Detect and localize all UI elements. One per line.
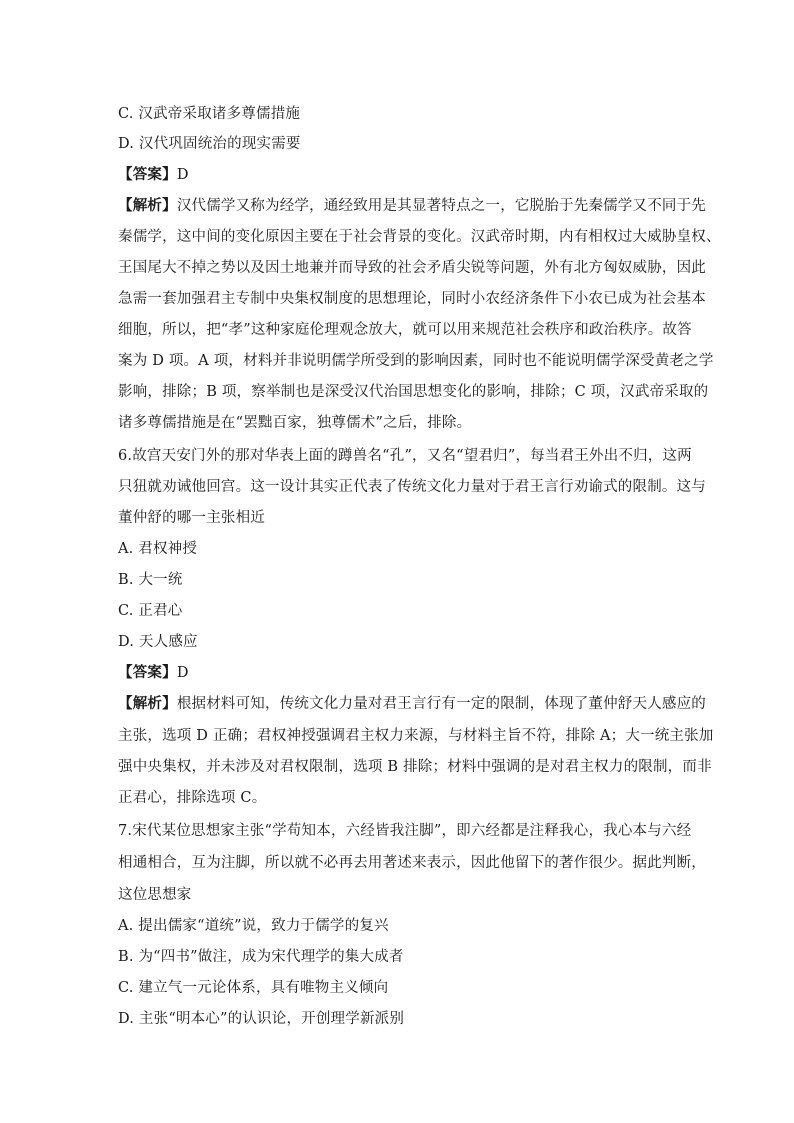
analysis-line: 王国尾大不掉之势以及因土地兼并而导致的社会矛盾尖锐等问题，外有北方匈奴威胁，因此 (118, 260, 706, 276)
analysis-line: 强中央集权，并未涉及对君权限制，选项 B 排除；材料中强调的是对君主权力的限制，而非 (118, 759, 712, 775)
option-c-line: C. 正君心 (118, 603, 183, 619)
section-text: 汉代儒学又称为经学，通经致用是其显著特点之一，它脱胎于先秦儒学又不同于先 (176, 198, 707, 214)
analysis-line: 秦儒学，这中间的变化原因主要在于社会背景的变化。汉武帝时期，内有相权过大威胁皇权、 (118, 229, 721, 245)
answer-line (118, 165, 678, 185)
section-tag: 【答案】 (118, 664, 177, 681)
section-tag: 【解析】 (118, 197, 177, 214)
option-d-line: D. 汉代巩固统治的现实需要 (118, 136, 301, 152)
question-7-line: 7.宋代某位思想家主张“学苟知本，六经皆我注脚”，即六经都是注释我心，我心本与六经 (118, 823, 692, 839)
option-c-line: C. 汉武帝采取诸多尊儒措施 (118, 106, 301, 122)
section-text: D (176, 665, 189, 681)
analysis-line (118, 196, 707, 216)
analysis-line: 细胞，所以，把“孝”这种家庭伦理观念放大，就可以用来规范社会秩序和政治秩序。故答 (118, 322, 692, 338)
question-7-line: 相通相合，互为注脚，所以就不必再去用著述来表示，因此他留下的著作很少。据此判断， (118, 855, 706, 871)
analysis-line: 急需一套加强君主专制中央集权制度的思想理论，同时小农经济条件下小农已成为社会基本 (118, 291, 706, 307)
option-b-line: B. 为“四书”做注，成为宋代理学的集大成者 (118, 949, 404, 965)
analysis-line: 案为 D 项。A 项，材料并非说明儒学所受到的影响因素，同时也不能说明儒学深受黄老之学 (118, 353, 714, 369)
question-6-line: 董仲舒的哪一主张相近 (118, 510, 265, 526)
analysis-line (118, 694, 707, 714)
section-tag: 【解析】 (118, 695, 177, 712)
analysis-line: 主张，选项 D 正确；君权神授强调君主权力来源，与材料主旨不符，排除 A；大一统主张加 (118, 728, 714, 744)
question-6-line: 只狃就劝诫他回宫。这一设计其实正代表了传统文化力量对于君王言行劝谕式的限制。这与 (118, 479, 706, 495)
analysis-line: 正君心，排除选项 C。 (118, 790, 267, 806)
section-text: 根据材料可知，传统文化力量对君王言行有一定的限制，体现了董仲舒天人感应的 (176, 696, 707, 712)
question-7-line: 这位思想家 (118, 887, 192, 903)
section-text: D (176, 167, 189, 183)
answer-line (118, 663, 678, 683)
option-b-line: B. 大一统 (118, 572, 183, 588)
option-a-line: A. 君权神授 (118, 541, 198, 557)
option-d-line: D. 天人感应 (118, 634, 198, 650)
option-c-line: C. 建立气一元论体系，具有唯物主义倾向 (118, 980, 389, 996)
option-d-line: D. 主张“明本心”的认识论，开创理学新派别 (118, 1011, 405, 1027)
option-a-line: A. 提出儒家“道统”说，致力于儒学的复兴 (118, 918, 389, 934)
question-6-line: 6.故宫天安门外的那对华表上面的蹲兽名“孔”，又名“望君归”，每当君王外出不归，这两 (118, 448, 692, 464)
analysis-line: 影响，排除；B 项，察举制也是深受汉代治国思想变化的影响，排除；C 项，汉武帝采取的 (118, 384, 709, 400)
section-tag: 【答案】 (118, 166, 177, 183)
analysis-line: 诸多尊儒措施是在“罢黜百家，独尊儒术”之后，排除。 (118, 415, 472, 431)
